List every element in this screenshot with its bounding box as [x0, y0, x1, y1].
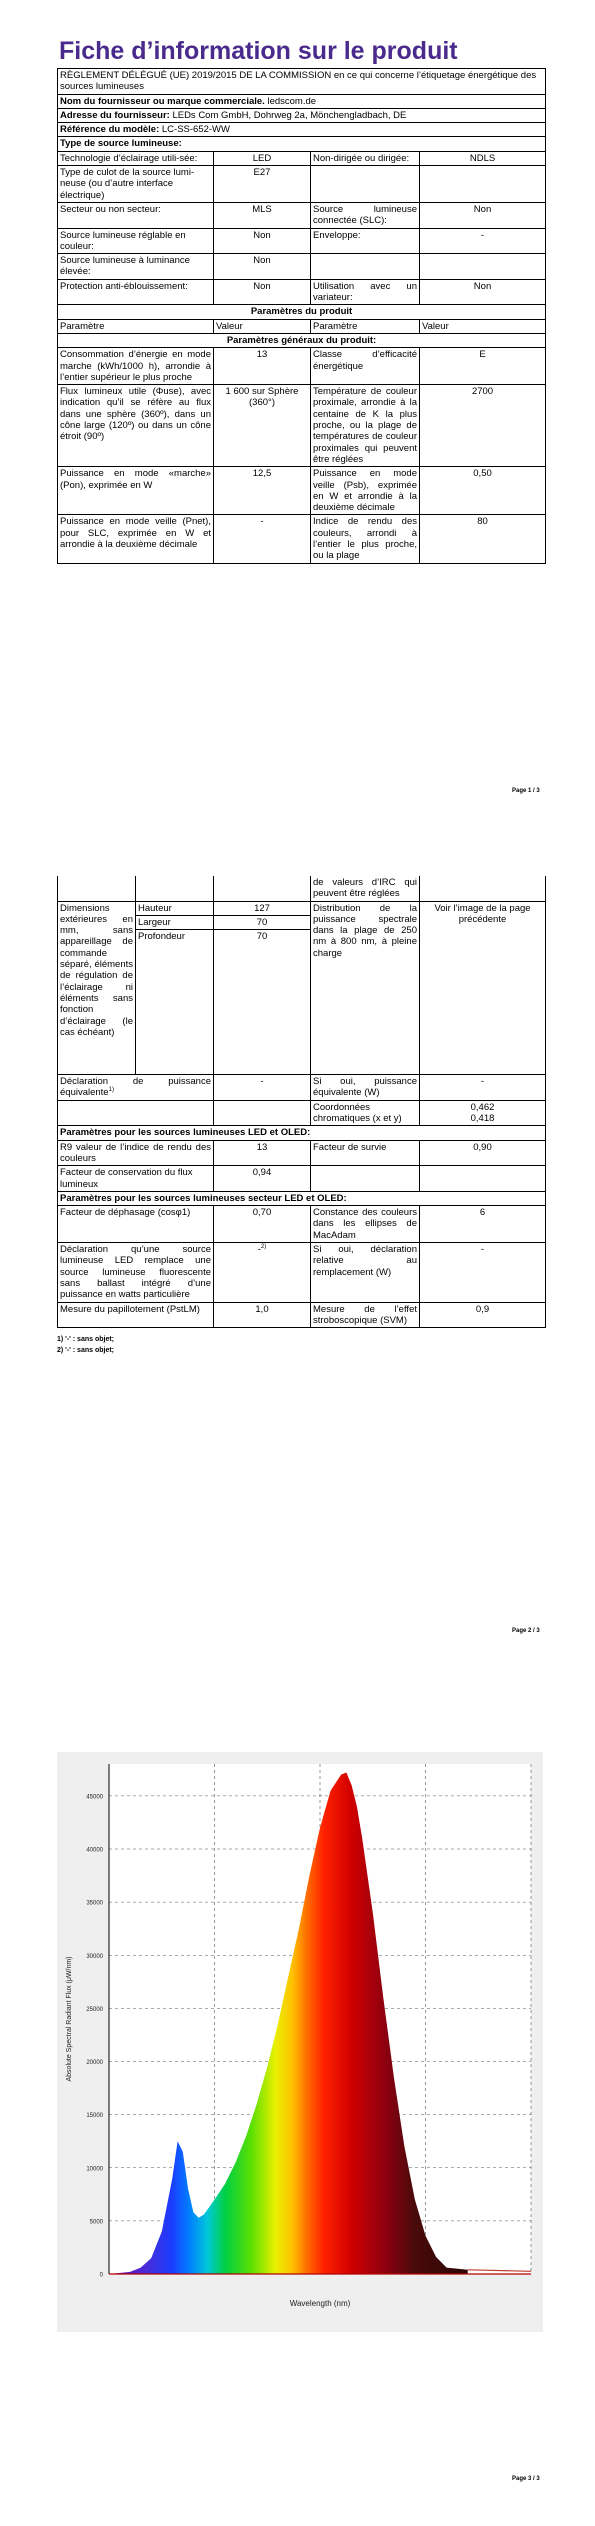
dimmable-value: Non	[420, 279, 546, 305]
page-footer: Page 1 / 3	[512, 788, 540, 794]
dimmable-label: Utilisation avec un variateur:	[311, 279, 420, 305]
directional-value: NDLS	[420, 151, 546, 165]
energy-label: Consommation d’énergie en mode marche (kWh/1000 h), arrondie à l’entier supérieur le plus proche	[58, 348, 214, 385]
footnote-2: 2) '-' : sans objet;	[57, 1347, 115, 1355]
survival-label: Facteur de survie	[311, 1140, 420, 1166]
led-params-heading: Paramètres pour les sources lumineuses LED et OLED:	[58, 1126, 546, 1140]
cri-label: Indice de rendu des couleurs, arrondi à l’entier le plus proche, ou la plage	[311, 515, 420, 563]
equiv-watts-label: Si oui, puissance équivalente (W)	[311, 1075, 420, 1101]
cri-label-continued: de valeurs d’IRC qui peuvent être réglées	[311, 876, 420, 901]
cct-label: Température de couleur proximale, arrondie à la centaine de K la plus proche, ou la plage de températures de couleur proximales qui peuvent être réglées	[311, 385, 420, 467]
mains-params-heading: Paramètres pour les sources lumineuses secteur LED et OLED:	[58, 1191, 546, 1205]
empty-cell	[214, 876, 311, 901]
empty-cell	[420, 166, 546, 203]
flicker-value: 1,0	[214, 1302, 311, 1328]
macadam-label: Constance des couleurs dans les ellipses de MacAdam	[311, 1206, 420, 1243]
dimensions-label: Dimensions extérieures en mm, sans appareillage de commande séparé, éléments de régulation de l’éclairage ni éléments sans fonction d’éclairage (le cas échéant)	[58, 901, 136, 1075]
height-label: Hauteur	[136, 901, 214, 915]
supplier-name-row	[58, 94, 546, 108]
maintenance-value: 0,94	[214, 1166, 311, 1192]
empty-cell	[420, 1166, 546, 1192]
svm-value: 0,9	[420, 1302, 546, 1328]
r9-label: R9 valeur de l’indice de rendu des couleurs	[58, 1140, 214, 1166]
replacement-value-text: -	[257, 1244, 261, 1256]
page-title: Fiche d’information sur le produit	[59, 37, 458, 65]
page-footer: Page 2 / 3	[512, 1628, 540, 1634]
supplier-address-row	[58, 108, 546, 122]
supplier-name-value: ledscom.de	[267, 95, 317, 107]
tunable-label: Source lumineuse réglable en couleur:	[58, 228, 214, 254]
envelope-label: Enveloppe:	[311, 228, 420, 254]
cosphi-label: Facteur de déphasage (cosφ1)	[58, 1206, 214, 1243]
y-tick-label: 0	[99, 2272, 103, 2279]
psb-label: Puissance en mode veille (Psb), exprimée en W et arrondie à la deuxième décimale	[311, 467, 420, 515]
equiv-watts-value: -	[420, 1075, 546, 1101]
efficiency-class-value: E	[420, 348, 546, 385]
y-tick-label: 25000	[86, 2006, 103, 2013]
empty-cell	[214, 1100, 311, 1126]
chromaticity-label: Coordonnées chromatiques (x et y)	[311, 1100, 420, 1126]
high-luminance-label: Source lumineuse à luminance élevée:	[58, 254, 214, 280]
y-tick-label: 35000	[86, 1900, 103, 1907]
replacement-label: Déclaration qu’une source lumineuse LED remplace une source lumineuse fluorescente sans ballast intégré d’une puissance en watts particulière	[58, 1243, 214, 1302]
macadam-value: 6	[420, 1206, 546, 1243]
supplier-address-label: Adresse du fournisseur:	[60, 109, 170, 121]
chromaticity-y: 0,418	[470, 1113, 495, 1125]
envelope-value: -	[420, 228, 546, 254]
depth-value: 70	[214, 930, 311, 1075]
maintenance-label: Facteur de conservation du flux lumineux	[58, 1166, 214, 1192]
replacement-value: -$^{2)}$	[214, 1243, 311, 1302]
empty-cell	[58, 876, 136, 901]
survival-value: 0,90	[420, 1140, 546, 1166]
pnet-label: Puissance en mode veille (Pnet), pour SLC, exprimée en W et arrondie à la deuxième décimale	[58, 515, 214, 563]
flux-label: Flux lumineux utile (Φuse), avec indication qu’il se réfère au flux dans une sphère (360º), dans un cône large (120º) ou dans un cône étroit (90º)	[58, 385, 214, 467]
y-tick-label: 45000	[86, 1794, 103, 1801]
y-tick-label: 5000	[89, 2219, 103, 2226]
glare-value: Non	[214, 279, 311, 305]
directional-label: Non-dirigée ou dirigée:	[311, 151, 420, 165]
col-value-header: Valeur	[214, 319, 311, 333]
y-tick-label: 20000	[86, 2060, 103, 2066]
col-param-header: Paramètre	[311, 319, 420, 333]
high-luminance-value: Non	[214, 254, 311, 280]
width-value: 70	[214, 915, 311, 929]
cap-label: Type de culot de la source lumi-neuse (ou d’autre interface électrique)	[58, 166, 214, 203]
efficiency-class-label: Classe d’efficacité énergétique	[311, 348, 420, 385]
depth-label: Profondeur	[136, 930, 214, 1075]
cct-value: 2700	[420, 385, 546, 467]
mains-value: MLS	[214, 202, 311, 228]
connected-value: Non	[420, 202, 546, 228]
col-value-header: Valeur	[420, 319, 546, 333]
model-ref-value: LC-SS-652-WW	[161, 124, 230, 136]
chromaticity-x: 0,462	[470, 1101, 495, 1113]
y-tick-label: 40000	[86, 1847, 103, 1854]
pon-value: 12,5	[214, 467, 311, 515]
supplier-address-value: LEDs Com GmbH, Dohrweg 2a, Mönchengladbach, DE	[172, 109, 407, 121]
empty-cell	[311, 1166, 420, 1192]
regulation-text: RÈGLEMENT DÉLÉGUÉ (UE) 2019/2015 DE LA COMMISSION en ce qui concerne l’étiquetage énergétique des sources lumineuses	[58, 69, 546, 95]
width-label: Largeur	[136, 915, 214, 929]
equiv-power-label: Déclaration de puissance équivalente$^{1)}$	[58, 1075, 214, 1101]
spectrum-chart-panel	[57, 1752, 543, 2332]
y-tick-label: 15000	[86, 2113, 103, 2120]
replacement-watts-value: -	[420, 1243, 546, 1302]
model-ref-label: Référence du modèle:	[60, 124, 160, 136]
connected-label: Source lumineuse connectée (SLC):	[311, 202, 420, 228]
tunable-value: Non	[214, 228, 311, 254]
replacement-watts-label: Si oui, déclaration relative au remplacement (W)	[311, 1243, 420, 1302]
mains-label: Secteur ou non secteur:	[58, 202, 214, 228]
empty-cell	[136, 876, 214, 901]
pon-label: Puissance en mode «marche» (Pon), exprimée en W	[58, 467, 214, 515]
energy-value: 13	[214, 348, 311, 385]
supplier-name-label: Nom du fournisseur ou marque commerciale.	[60, 95, 265, 107]
cri-value: 80	[420, 515, 546, 563]
equiv-power-text: Déclaration de puissance équivalente	[60, 1076, 211, 1099]
r9-value: 13	[214, 1140, 311, 1166]
empty-cell	[311, 166, 420, 203]
empty-cell	[420, 876, 546, 901]
fiche-table-2	[57, 876, 546, 1328]
y-tick-label: 30000	[86, 1953, 103, 1960]
height-value: 127	[214, 901, 311, 915]
spd-label: Distribution de la puissance spectrale dans la plage de 250 nm à 800 nm, à pleine charge	[311, 901, 420, 1075]
empty-cell	[58, 1100, 214, 1126]
tech-value: LED	[214, 151, 311, 165]
y-axis-label: Absolute Spectral Radiant Flux (μW/nm)	[66, 1956, 73, 2082]
source-type-heading: Type de source lumineuse:	[58, 137, 546, 151]
cap-value: E27	[214, 166, 311, 203]
flux-value: 1 600 sur Sphère (360°)	[214, 385, 311, 467]
x-axis-label: Wavelength (nm)	[289, 2299, 351, 2308]
page-footer: Page 3 / 3	[512, 2476, 540, 2482]
general-params-heading: Paramètres généraux du produit:	[58, 333, 546, 347]
pnet-value: -	[214, 515, 311, 563]
svm-label: Mesure de l’effet stroboscopique (SVM)	[311, 1302, 420, 1328]
chromaticity-value	[420, 1100, 546, 1126]
spectrum-chart	[57, 1752, 543, 2332]
spd-value: Voir l’image de la page précédente	[420, 901, 546, 1075]
cosphi-value: 0,70	[214, 1206, 311, 1243]
footnote-1: 1) '-' : sans objet;	[57, 1336, 115, 1344]
params-heading: Paramètres du produit	[58, 305, 546, 319]
fiche-table-1	[57, 68, 546, 564]
empty-cell	[420, 254, 546, 280]
flicker-label: Mesure du papillotement (PstLM)	[58, 1302, 214, 1328]
tech-label: Technologie d’éclairage utili-sée:	[58, 151, 214, 165]
fiche-sheet-2	[57, 876, 545, 1356]
col-param-header: Paramètre	[58, 319, 214, 333]
empty-cell	[311, 254, 420, 280]
model-ref-row	[58, 123, 546, 137]
y-tick-label: 10000	[86, 2166, 103, 2173]
psb-value: 0,50	[420, 467, 546, 515]
fiche-sheet-1	[57, 34, 545, 564]
equiv-power-value: -	[214, 1075, 311, 1101]
glare-label: Protection anti-éblouissement:	[58, 279, 214, 305]
